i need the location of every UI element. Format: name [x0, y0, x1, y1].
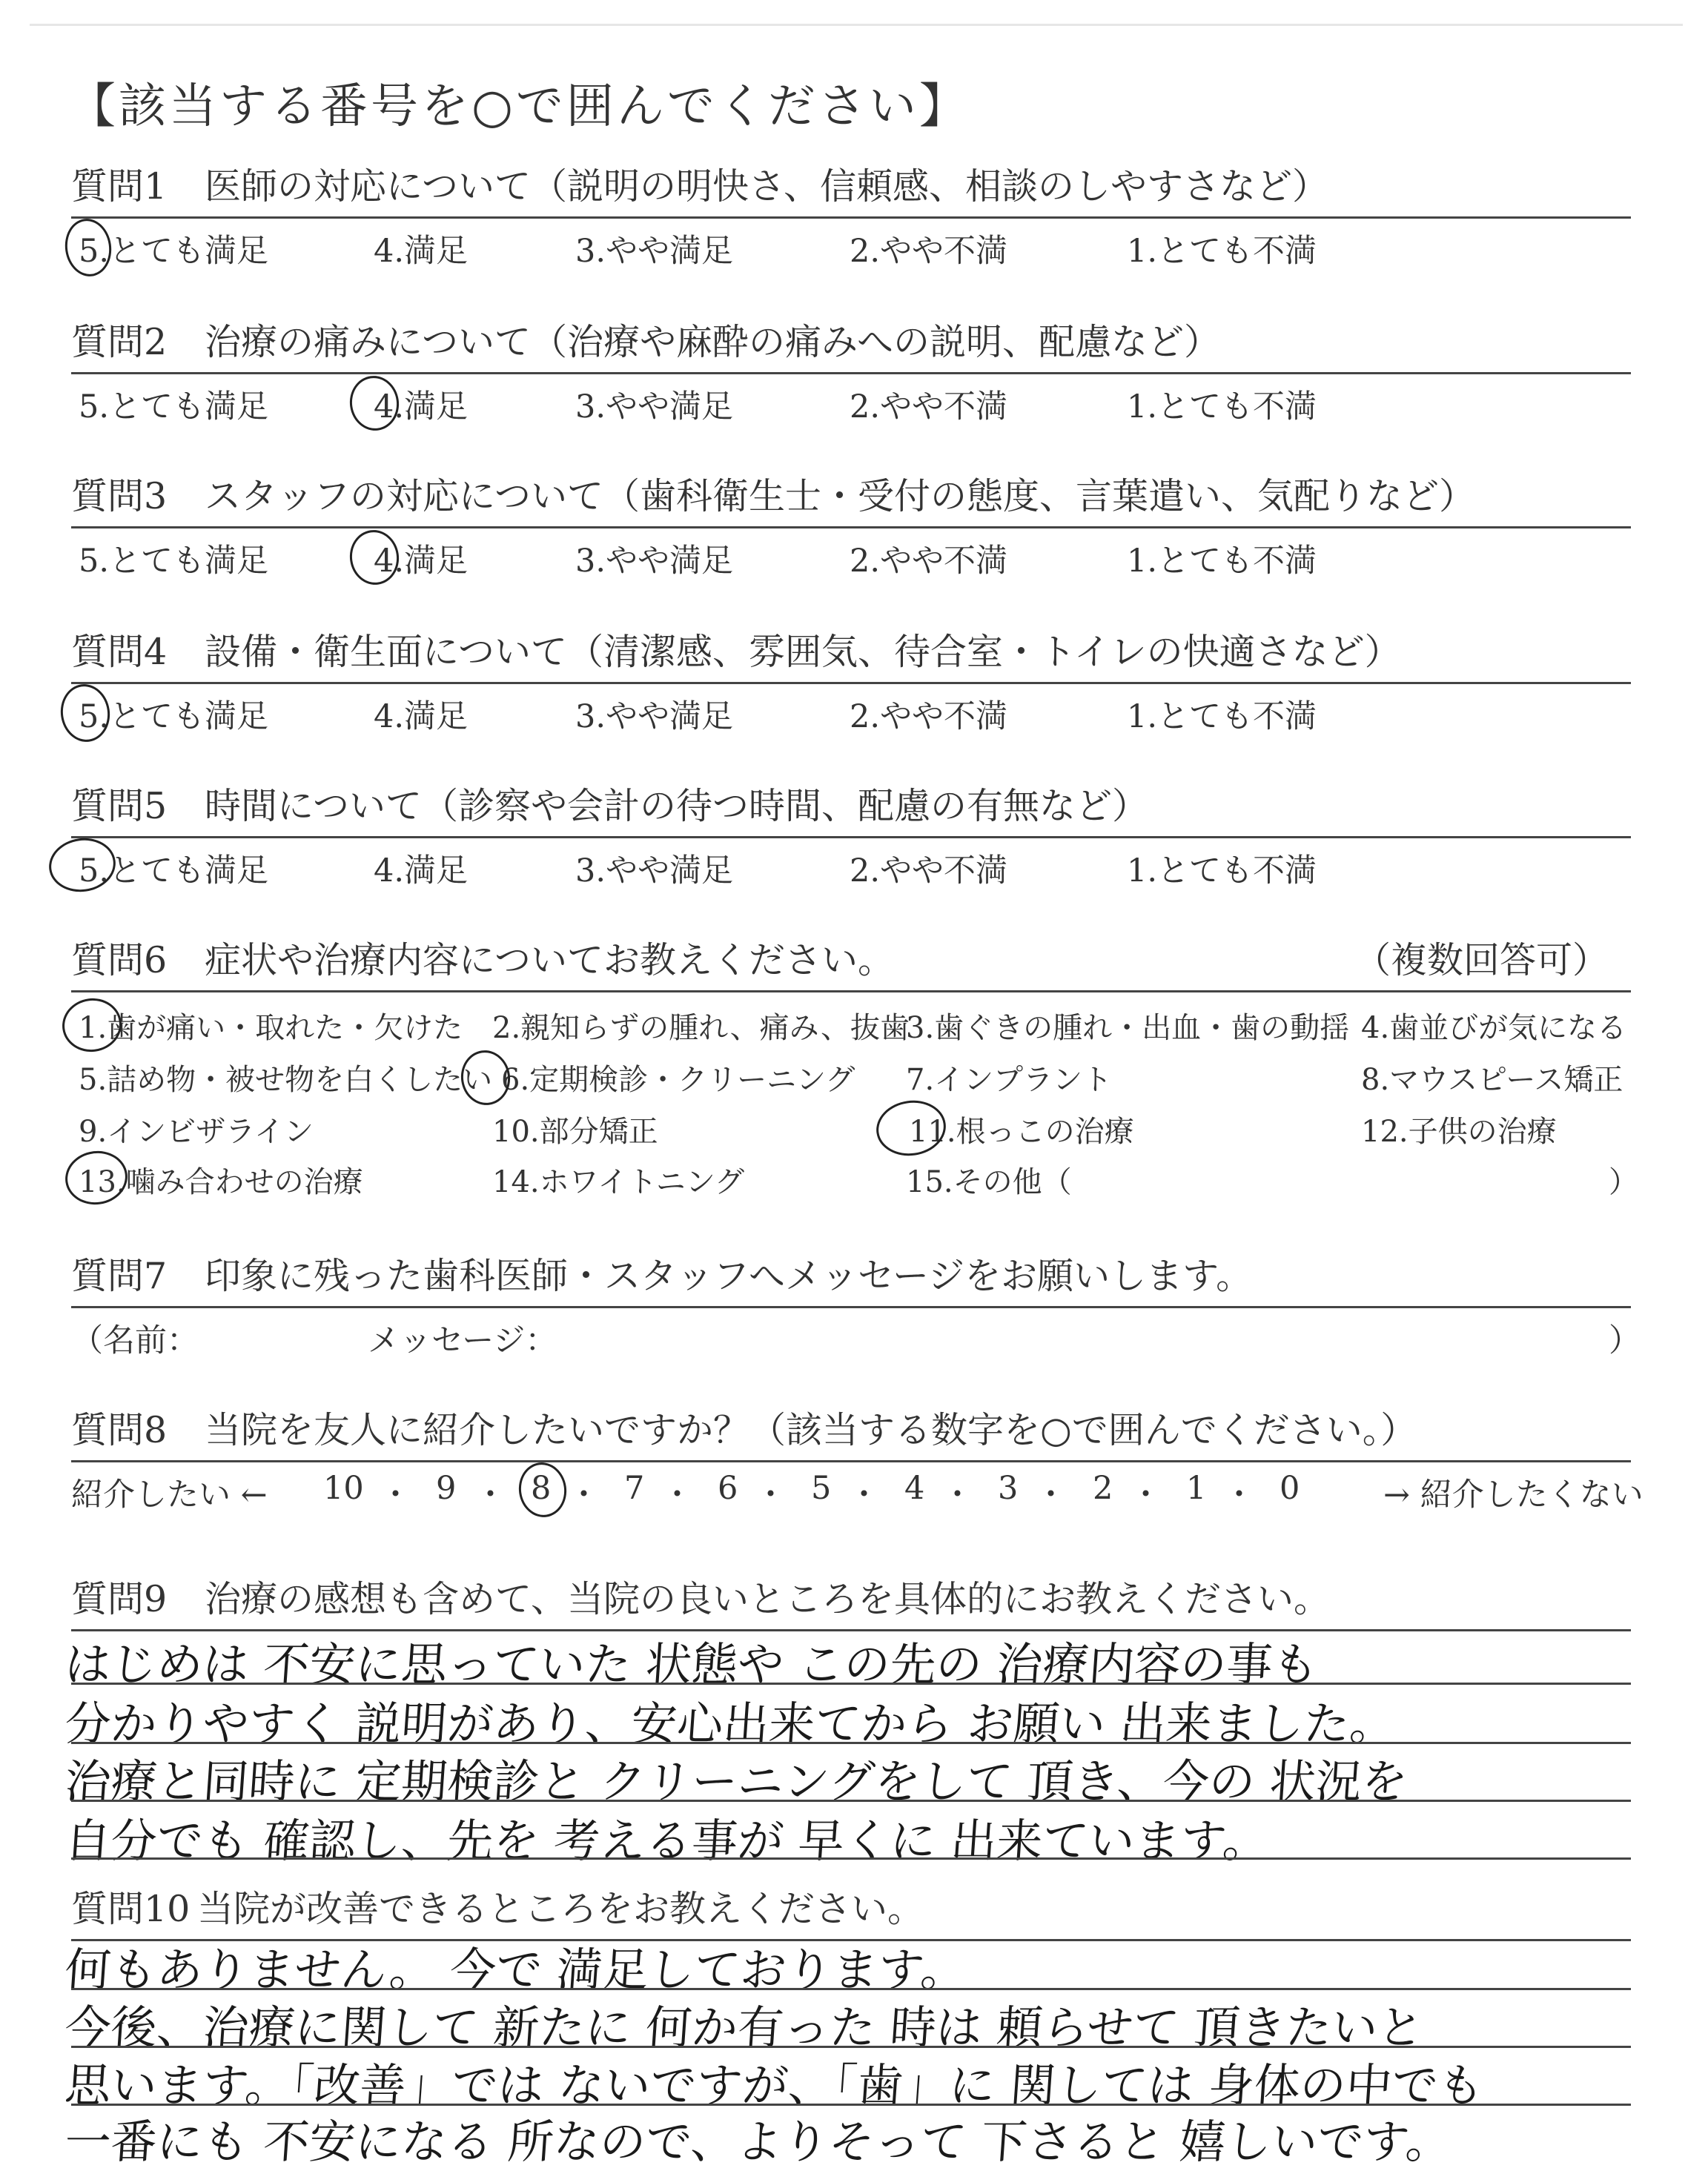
- score-1[interactable]: 1: [1186, 1470, 1207, 1507]
- question-title: 質問1 医師の対応について（説明の明快さ、信頼感、相談のしやすさなど）: [71, 165, 1329, 208]
- symptom-options: [71, 992, 1638, 1215]
- question-title: 質問8 当院を友人に紹介したいですか？（該当する数字を○で囲んでください。）: [71, 1409, 1417, 1451]
- rating-options: [71, 838, 1631, 890]
- selection-circle: [873, 1096, 949, 1160]
- recommend-scale: [71, 1462, 1644, 1514]
- message-close-paren: ）: [1609, 1322, 1641, 1359]
- rating-options: [71, 219, 1631, 271]
- separator-dot: ・: [1130, 1476, 1162, 1514]
- score-10[interactable]: 10: [323, 1470, 364, 1507]
- question-title: 質問2 治療の痛みについて（治療や麻酔の痛みへの説明、配慮など）: [71, 321, 1221, 363]
- symptom-12[interactable]: 12.子供の治療: [1361, 1115, 1557, 1149]
- symptom-4[interactable]: 4.歯並びが気になる: [1361, 1011, 1627, 1045]
- answer-ruled-line: [71, 1857, 1631, 1860]
- option-2[interactable]: 2.やや不満: [850, 388, 1008, 425]
- symptom-13[interactable]: 13.噛み合わせの治療: [79, 1165, 363, 1199]
- score-9[interactable]: 9: [436, 1470, 457, 1507]
- q9-answer-line-3: 治療と同時に 定期検診と クリーニングをして 頂き、今の 状況を: [63, 1754, 1410, 1809]
- score-8[interactable]: 8: [531, 1470, 552, 1507]
- option-4[interactable]: 4.満足: [374, 543, 469, 580]
- separator-dot: ・: [661, 1476, 693, 1514]
- symptom-14[interactable]: 14.ホワイトニング: [492, 1165, 745, 1199]
- question-2: [71, 320, 1631, 426]
- answer-ruled-line: [71, 1742, 1631, 1744]
- option-1[interactable]: 1.とても不満: [1127, 233, 1317, 270]
- option-2[interactable]: 2.やや不満: [850, 543, 1008, 580]
- symptom-2[interactable]: 2.親知らずの腫れ、痛み、抜歯: [492, 1011, 910, 1045]
- question-title: 質問9 治療の感想も含めて、当院の良いところを具体的にお教えください。: [71, 1578, 1331, 1620]
- score-0[interactable]: 0: [1280, 1470, 1300, 1507]
- option-5[interactable]: 5.とても満足: [79, 852, 269, 889]
- separator-dot: ・: [1035, 1476, 1067, 1514]
- message-fields: [71, 1308, 1641, 1360]
- question-4: [71, 630, 1631, 736]
- separator-dot: ・: [1223, 1476, 1255, 1514]
- question-title: 質問3 スタッフの対応について（歯科衛生士・受付の態度、言葉遣い、気配りなど）: [71, 475, 1476, 517]
- option-2[interactable]: 2.やや不満: [850, 852, 1008, 889]
- question-3: [71, 474, 1631, 580]
- question-title: 質問4 設備・衛生面について（清潔感、雰囲気、待合室・トイレの快適さなど）: [71, 631, 1401, 673]
- symptom-3[interactable]: 3.歯ぐきの腫れ・出血・歯の動揺: [906, 1011, 1350, 1045]
- option-1[interactable]: 1.とても不満: [1127, 543, 1317, 580]
- option-1[interactable]: 1.とても不満: [1127, 852, 1317, 889]
- symptom-6[interactable]: 6.定期検診・クリーニング: [501, 1063, 855, 1097]
- symptom-10[interactable]: 10.部分矯正: [492, 1115, 658, 1149]
- multiple-answer-note: （複数回答可）: [1354, 939, 1609, 981]
- answer-ruled-line: [71, 1683, 1631, 1685]
- question-6: [71, 938, 1638, 1215]
- option-4[interactable]: 4.満足: [374, 852, 469, 889]
- recommend-right-label: → 紹介したくない: [1383, 1476, 1644, 1514]
- q10-answer-line-3: 思います。「改善」では ないですが、「歯」に 関しては 身体の中でも: [63, 2058, 1486, 2112]
- question-1: [71, 165, 1631, 271]
- option-4[interactable]: 4.満足: [374, 698, 469, 735]
- score-4[interactable]: 4: [904, 1470, 925, 1507]
- rating-options: [71, 684, 1631, 736]
- question-title: 質問10 当院が改善できるところをお教えください。: [71, 1888, 924, 1930]
- answer-ruled-line: [71, 2046, 1631, 2048]
- separator-dot: ・: [380, 1476, 411, 1514]
- separator-dot: ・: [848, 1476, 880, 1514]
- selection-circle: [515, 1459, 570, 1520]
- page-header: 【該当する番号を○で囲んでください】: [68, 79, 970, 134]
- score-5[interactable]: 5: [811, 1470, 832, 1507]
- q10-answer-line-2: 今後、治療に関して 新たに 何か有った 時は 頼らせて 頂きたいと: [63, 2001, 1426, 2055]
- option-2[interactable]: 2.やや不満: [850, 233, 1008, 270]
- question-5: [71, 784, 1631, 890]
- question-8: [71, 1408, 1644, 1514]
- symptom-9[interactable]: 9.インビザライン: [79, 1115, 314, 1149]
- rating-options: [71, 374, 1631, 426]
- question-7: [71, 1254, 1641, 1360]
- separator-dot: ・: [941, 1476, 973, 1514]
- question-title: 質問6 症状や治療内容についてお教えください。 （複数回答可）: [71, 939, 1609, 981]
- question-title: 質問5 時間について（診察や会計の待つ時間、配慮の有無など）: [71, 785, 1149, 827]
- question-9: [71, 1577, 1631, 1631]
- option-1[interactable]: 1.とても不満: [1127, 698, 1317, 735]
- option-5[interactable]: 5.とても満足: [79, 233, 269, 270]
- option-4[interactable]: 4.満足: [374, 233, 469, 270]
- rating-options: [71, 528, 1631, 580]
- symptom-1[interactable]: 1.歯が痛い・取れた・欠けた: [79, 1011, 463, 1045]
- option-3[interactable]: 3.やや満足: [575, 233, 734, 270]
- symptom-8[interactable]: 8.マウスピース矯正: [1361, 1063, 1623, 1097]
- separator-dot: ・: [755, 1476, 787, 1514]
- answer-ruled-line: [71, 1988, 1631, 1990]
- score-6[interactable]: 6: [718, 1470, 738, 1507]
- option-4[interactable]: 4.満足: [374, 388, 469, 425]
- message-label: メッセージ：: [368, 1322, 557, 1359]
- option-5[interactable]: 5.とても満足: [79, 543, 269, 580]
- top-border: [30, 24, 1683, 26]
- option-2[interactable]: 2.やや不満: [850, 698, 1008, 735]
- symptom-5[interactable]: 5.詰め物・被せ物を白くしたい: [79, 1063, 493, 1097]
- option-5[interactable]: 5.とても満足: [79, 698, 269, 735]
- option-1[interactable]: 1.とても不満: [1127, 388, 1317, 425]
- q9-answer-line-1: はじめは 不安に思っていた 状態や この先の 治療内容の事も: [63, 1637, 1321, 1691]
- separator-dot: ・: [474, 1476, 506, 1514]
- score-7[interactable]: 7: [624, 1470, 645, 1507]
- q10-answer-line-1: 何もありません。 今で 満足しております。: [63, 1943, 969, 1997]
- option-3[interactable]: 3.やや満足: [575, 698, 734, 735]
- other-close-paren: ）: [1609, 1165, 1638, 1199]
- symptom-15[interactable]: 15.その他（: [906, 1165, 1072, 1199]
- symptom-11[interactable]: 11.根っこの治療: [909, 1115, 1134, 1149]
- option-5[interactable]: 5.とても満足: [79, 388, 269, 425]
- answer-ruled-line: [71, 1800, 1631, 1802]
- question-title: 質問7 印象に残った歯科医師・スタッフへメッセージをお願いします。: [71, 1255, 1253, 1297]
- score-2[interactable]: 2: [1093, 1470, 1113, 1507]
- option-3[interactable]: 3.やや満足: [575, 388, 734, 425]
- name-label: （名前：: [71, 1322, 199, 1359]
- score-3[interactable]: 3: [998, 1470, 1019, 1507]
- option-3[interactable]: 3.やや満足: [575, 543, 734, 580]
- option-3[interactable]: 3.やや満足: [575, 852, 734, 889]
- q10-answer-line-4: 一番にも 不安になる 所なので、よりそって 下さると 嬉しいです。: [63, 2115, 1454, 2169]
- separator-dot: ・: [568, 1476, 600, 1514]
- recommend-left-label: 紹介したい ←: [71, 1476, 268, 1514]
- q9-answer-line-4: 自分でも 確認し、先を 考える事が 早くに 出来ています。: [63, 1814, 1271, 1868]
- symptom-7[interactable]: 7.インプラント: [906, 1063, 1113, 1097]
- q9-answer-line-2: 分かりやすく 説明があり、安心出来てから お願い 出来ました。: [63, 1697, 1398, 1751]
